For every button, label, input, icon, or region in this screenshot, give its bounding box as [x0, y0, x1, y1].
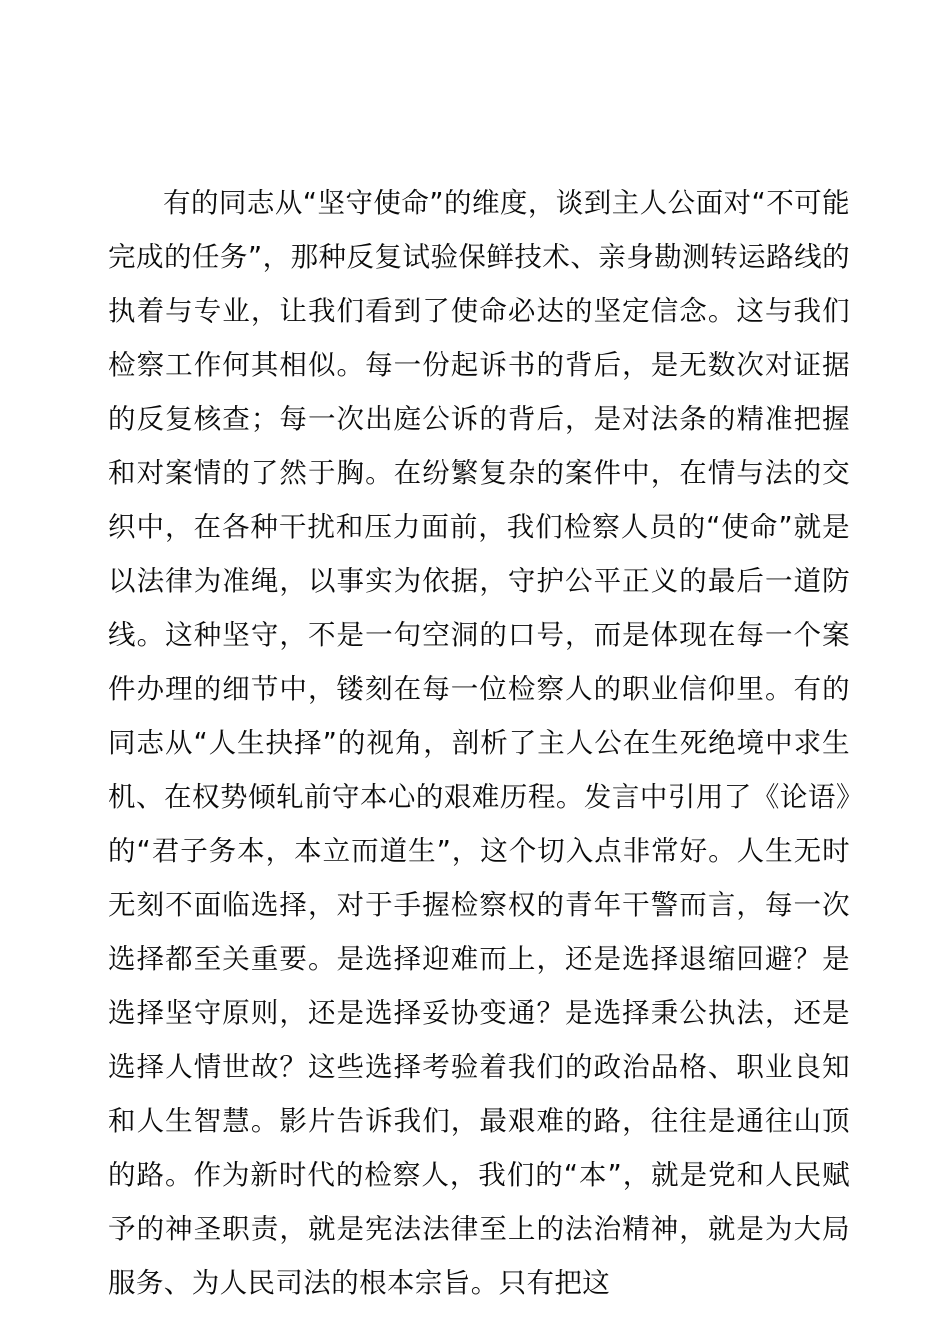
paragraph: 有的同志从“坚守使命”的维度，谈到主人公面对“不可能完成的任务”，那种反复试验保鲜技术、亲身勘测转运路线的执着与专业，让我们看到了使命必达的坚定信念。这与我们检察工作何其相似。每一份起诉书的背后，是无数次对证据的反复核查；每一次出庭公诉的背后，是对法条的精准把握和对案情的了然于胸。在纷繁复杂的案件中，在情与法的交织中，在各种干扰和压力面前，我们检察人员的“使命”就是以法律为准绳，以事实为依据，守护公平正义的最后一道防线。这种坚守，不是一句空洞的口号，而是体现在每一个案件办理的细节中，镂刻在每一位检察人的职业信仰里。有的同志从“人生抉择”的视角，剖析了主人公在生死绝境中求生机、在权势倾轧前守本心的艰难历程。发言中引用了《论语》的“君子务本，本立而道生”，这个切入点非常好。人生无时无刻不面临选择，对于手握检察权的青年干警而言，每一次选择都至关重要。是选择迎难而上，还是选择退缩回避？是选择坚守原则，还是选择妥协变通？是选择秉公执法，还是选择人情世故？这些选择考验着我们的政治品格、职业良知和人生智慧。影片告诉我们，最艰难的路，往往是通往山顶的路。作为新时代的检察人，我们的“本”，就是党和人民赋予的神圣职责，就是宪法法律至上的法治精神，就是为大局服务、为人民司法的根本宗旨。只有把这 — [108, 187, 850, 1299]
document-body — [108, 176, 850, 1310]
